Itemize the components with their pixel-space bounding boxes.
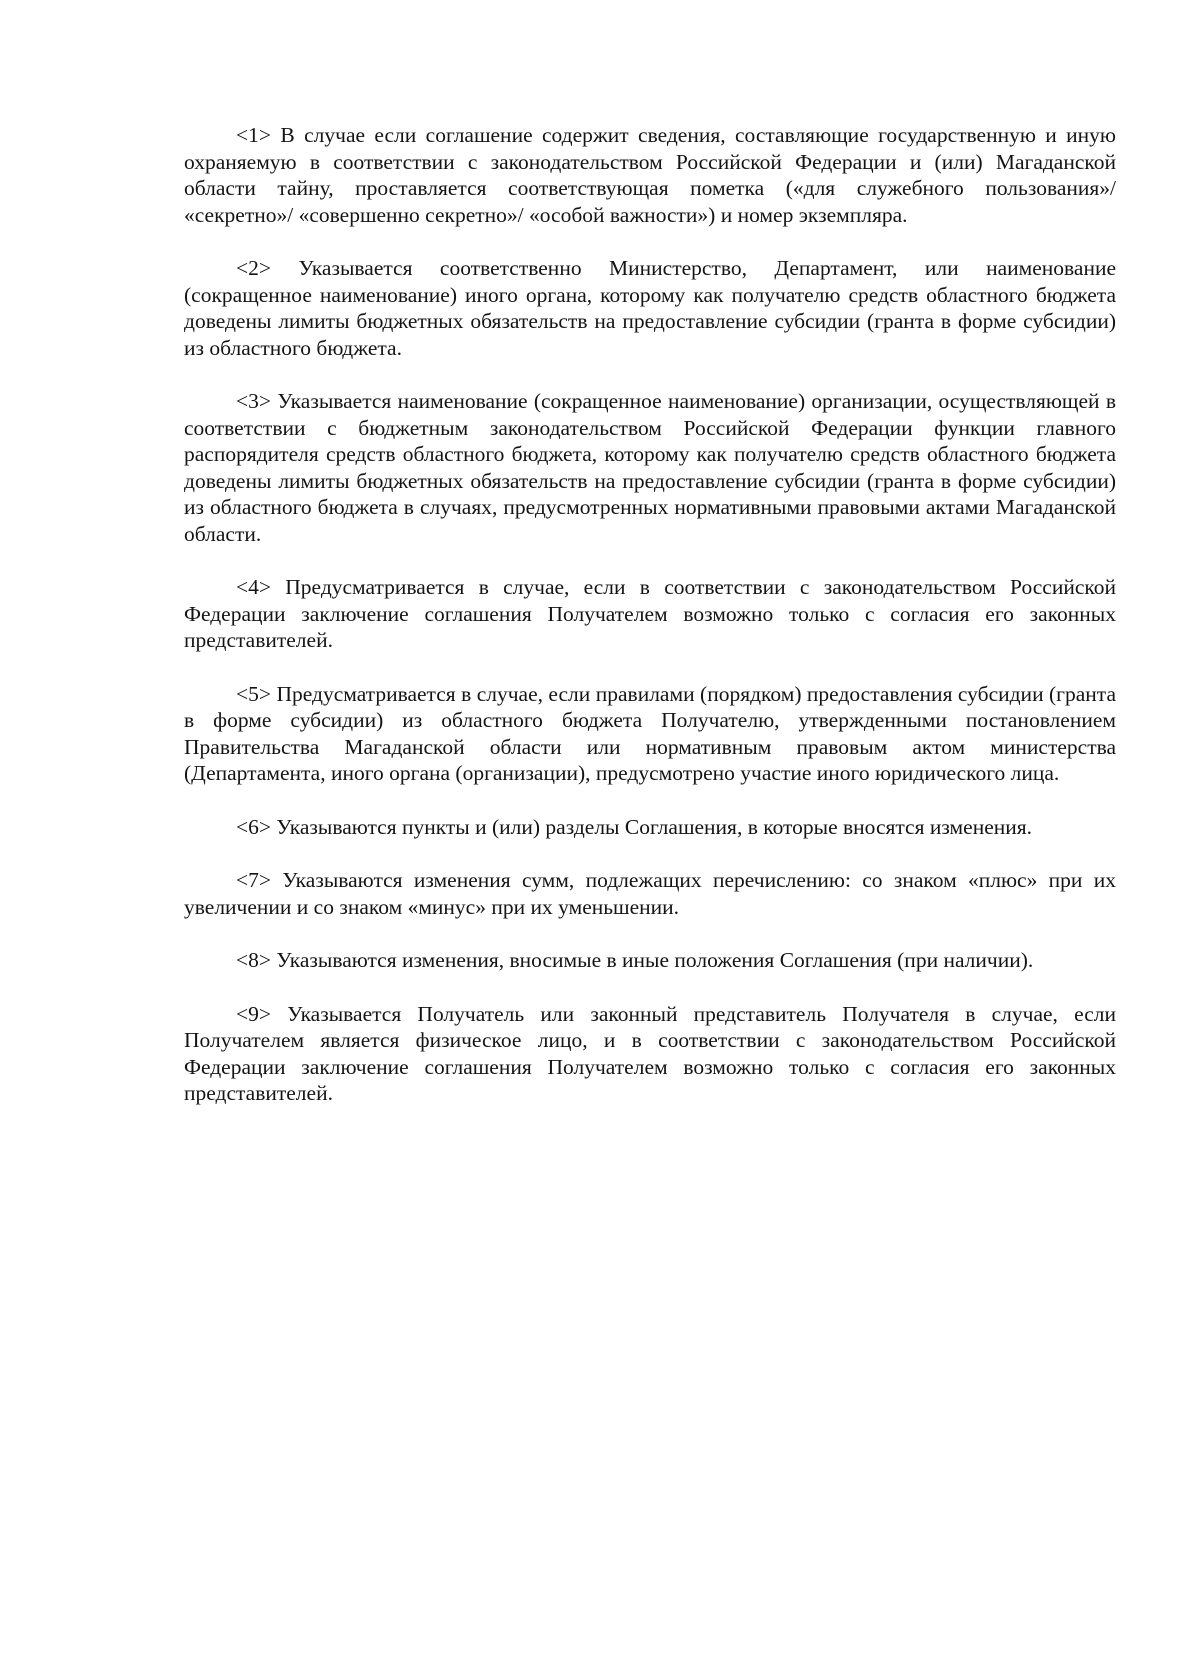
- footnote-4: [184, 574, 1116, 654]
- footnote-marker: <2>: [236, 256, 272, 280]
- footnote-6: [184, 814, 1116, 841]
- footnote-marker: <4>: [236, 575, 272, 599]
- footnote-text: Указываются изменения сумм, подлежащих перечислению: со знаком «плюс» при их увеличении и со знаком «минус» при их уменьшении.: [184, 868, 1116, 919]
- footnote-text: Предусматривается в случае, если правилами (порядком) предоставления субсидии (гранта в форме субсидии) из областного бюджета Получателю, утвержденными постановлением Правительства Магаданской области или нормативным правовым актом министерства (Департамента, иного органа (организации), предусмотрено участие иного юридического лица.: [184, 681, 1116, 785]
- footnote-marker: <1>: [236, 123, 272, 147]
- footnote-7: [184, 867, 1116, 920]
- footnote-marker: <9>: [236, 1001, 272, 1026]
- footnote-text: Указывается Получатель или законный представитель Получателя в случае, если Получателем является физическое лицо, и в соответствии с законодательством Российской Федерации заключение соглашения Получателем возможно только с согласия его законных представителей.: [184, 1001, 1116, 1105]
- footnote-text: Указывается соответственно Министерство, Департамент, или наименование (сокращенное наименование) иного органа, которому как получателю средств областного бюджета доведены лимиты бюджетных обязательств на предоставление субсидии (гранта в форме субсидии) из областного бюджета.: [184, 256, 1116, 360]
- footnote-2: [184, 255, 1116, 361]
- footnote-text: В случае если соглашение содержит сведения, составляющие государственную и иную охраняемую в соответствии с законодательством Российской Федерации и (или) Магаданской области тайну, проставляется соответствующая пометка («для служебного пользования»/ «секретно»/ «совершенно секретно»/ «особой важности») и номер экземпляра.: [184, 123, 1116, 227]
- footnote-8: [184, 947, 1116, 974]
- footnote-text: Предусматривается в случае, если в соответствии с законодательством Российской Федерации заключение соглашения Получателем возможно только с согласия его законных представителей.: [184, 575, 1117, 652]
- footnote-text: Указываются изменения, вносимые в иные положения Соглашения (при наличии).: [276, 948, 1034, 972]
- footnote-text: Указывается наименование (сокращенное наименование) организации, осуществляющей в соответствии с бюджетным законодательством Российской Федерации функции главного распорядителя средств областного бюджета, которому как получателю средств областного бюджета доведены лимиты бюджетных обязательств на предоставление субсидии (гранта в форме субсидии) из областного бюджета в случаях, предусмотренных нормативными правовыми актами Магаданской области.: [184, 389, 1117, 546]
- footnotes-section: [184, 122, 1116, 1134]
- footnote-marker: <5>: [236, 681, 272, 706]
- footnote-marker: <6>: [236, 814, 272, 839]
- footnote-marker: <8>: [236, 948, 272, 972]
- footnote-3: [184, 388, 1116, 547]
- footnote-1: [184, 122, 1116, 228]
- footnote-5: [184, 681, 1116, 787]
- footnote-text: Указываются пункты и (или) разделы Соглашения, в которые вносятся изменения.: [276, 814, 1033, 839]
- footnote-marker: <3>: [236, 389, 272, 413]
- footnote-9: [184, 1001, 1116, 1107]
- footnote-marker: <7>: [236, 868, 272, 892]
